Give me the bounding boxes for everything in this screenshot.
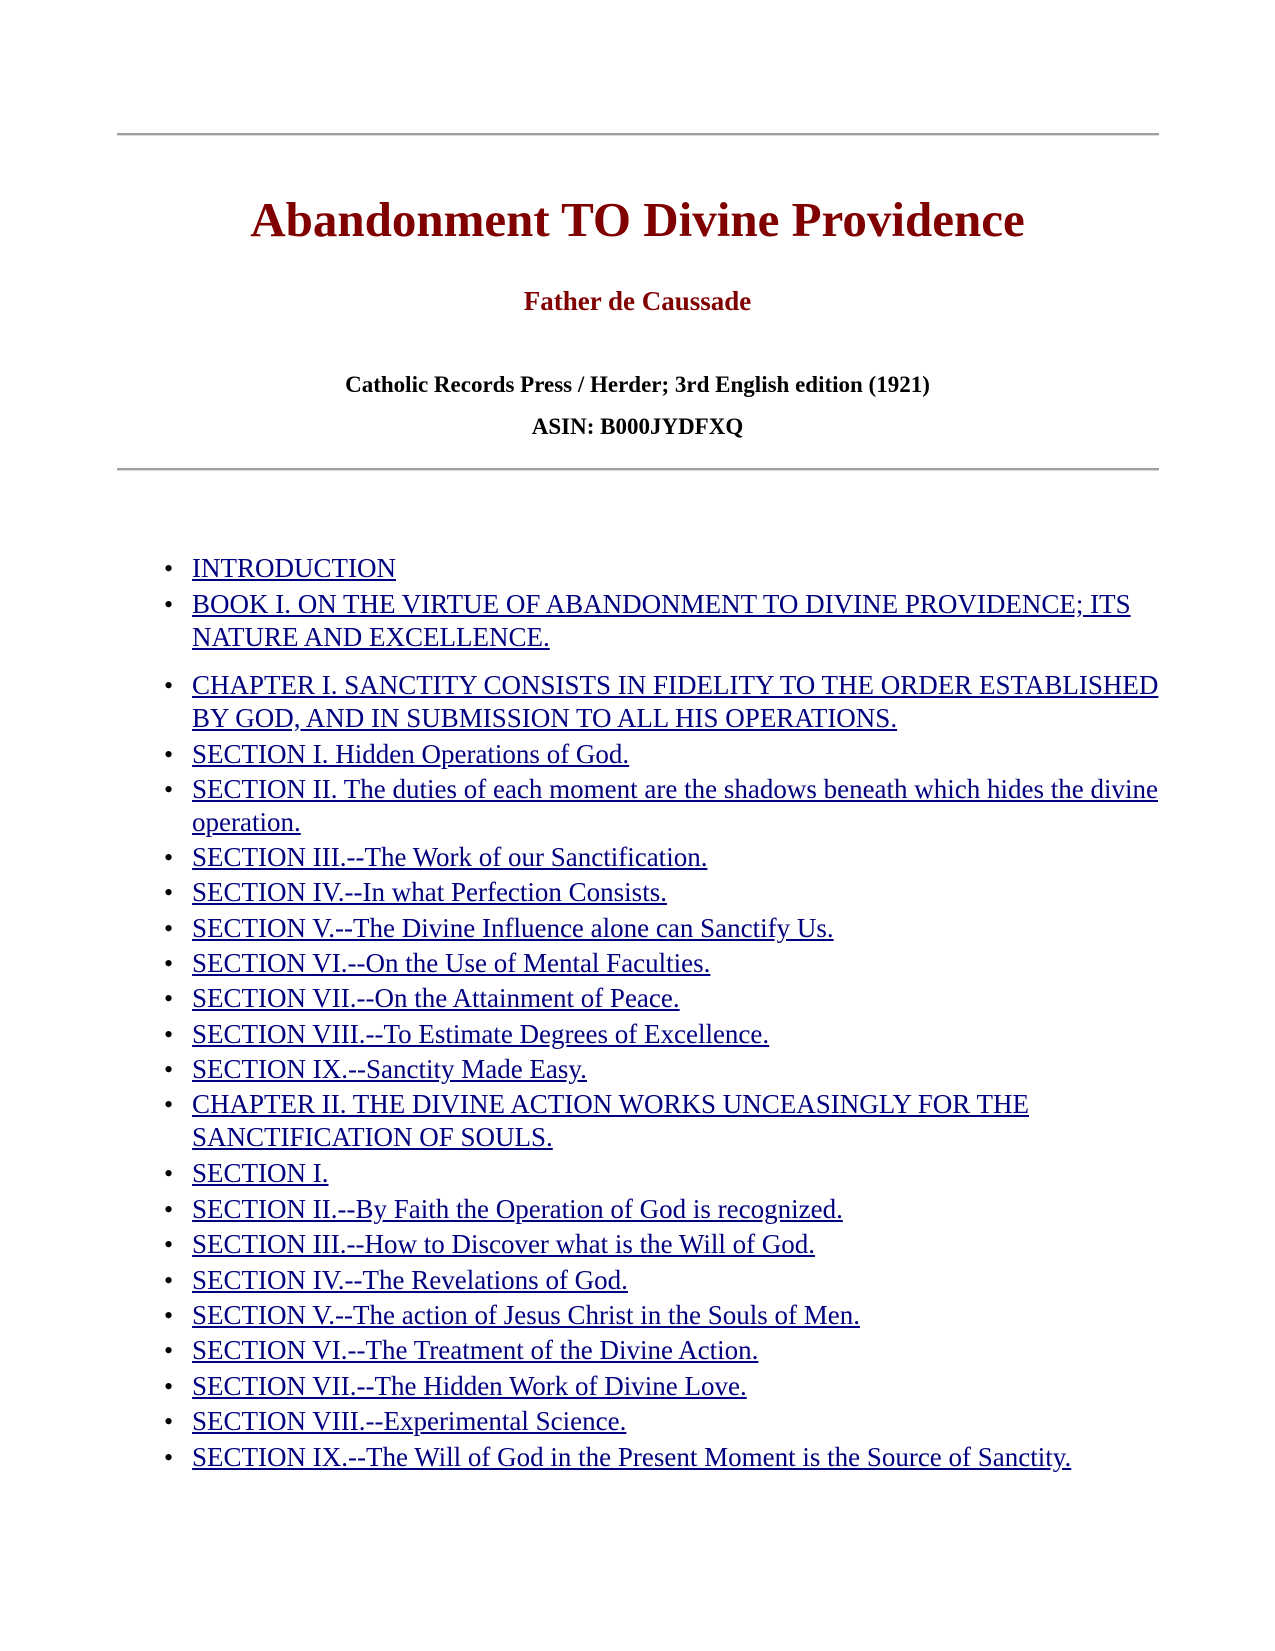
- toc-item-ch1-section-6: [192, 947, 1182, 980]
- toc-item-ch2-section-4: [192, 1264, 1182, 1297]
- toc-link-ch1-section-1[interactable]: SECTION I. Hidden Operations of God.: [192, 739, 630, 769]
- publisher-info: Catholic Records Press / Herder; 3rd English edition (1921): [345, 372, 930, 397]
- toc-link-ch2-section-5[interactable]: SECTION V.--The action of Jesus Christ in the Souls of Men.: [192, 1300, 860, 1330]
- toc-item-ch1-section-5: [192, 912, 1182, 945]
- toc-item-ch1-section-9: [192, 1053, 1182, 1086]
- toc-item-ch2-section-7: [192, 1370, 1182, 1403]
- toc-item-ch1-section-8: [192, 1018, 1182, 1051]
- toc-item-ch1-section-3: [192, 841, 1182, 874]
- toc-item-ch2-section-2: [192, 1193, 1182, 1226]
- toc-item-ch2-section-5: [192, 1299, 1182, 1332]
- toc-link-ch2-section-8[interactable]: SECTION VIII.--Experimental Science.: [192, 1406, 627, 1436]
- asin-info: ASIN: B000JYDFXQ: [531, 414, 744, 439]
- toc-item-introduction: [192, 552, 1182, 585]
- toc-link-ch2-section-3[interactable]: SECTION III.--How to Discover what is the Will of God.: [192, 1229, 816, 1259]
- toc-link-ch1-section-2[interactable]: SECTION II. The duties of each moment are the shadows beneath which hides the divine operation.: [192, 774, 1158, 837]
- author-name: Father de Caussade: [523, 286, 752, 316]
- toc-item-ch1-section-4: [192, 876, 1182, 909]
- toc-item-ch2-section-1: [192, 1157, 1182, 1190]
- toc-link-ch1-section-9[interactable]: SECTION IX.--Sanctity Made Easy.: [192, 1054, 587, 1084]
- toc-link-ch2-section-6[interactable]: SECTION VI.--The Treatment of the Divine Action.: [192, 1335, 759, 1365]
- toc-item-ch1-section-1: [192, 738, 1182, 771]
- toc-item-chapter-1: [192, 669, 1182, 735]
- toc-item-ch1-section-2: [192, 773, 1182, 839]
- toc-link-ch1-section-8[interactable]: SECTION VIII.--To Estimate Degrees of Excellence.: [192, 1019, 770, 1049]
- toc-link-ch2-section-7[interactable]: SECTION VII.--The Hidden Work of Divine Love.: [192, 1371, 747, 1401]
- toc-link-ch1-section-3[interactable]: SECTION III.--The Work of our Sanctification.: [192, 842, 708, 872]
- toc-item-ch2-section-3: [192, 1228, 1182, 1261]
- toc-item-book-1: [192, 588, 1182, 654]
- toc-link-ch2-section-2[interactable]: SECTION II.--By Faith the Operation of God is recognized.: [192, 1194, 843, 1224]
- toc-link-ch2-section-9[interactable]: SECTION IX.--The Will of God in the Present Moment is the Source of Sanctity.: [192, 1442, 1072, 1472]
- toc-link-introduction[interactable]: INTRODUCTION: [192, 553, 396, 583]
- toc-link-chapter-2[interactable]: CHAPTER II. THE DIVINE ACTION WORKS UNCEASINGLY FOR THE SANCTIFICATION OF SOULS.: [192, 1089, 1030, 1152]
- toc-item-chapter-2: [192, 1088, 1182, 1154]
- toc-link-ch1-section-6[interactable]: SECTION VI.--On the Use of Mental Faculties.: [192, 948, 711, 978]
- toc-item-ch2-section-6: [192, 1334, 1182, 1367]
- toc-link-ch1-section-5[interactable]: SECTION V.--The Divine Influence alone can Sanctify Us.: [192, 913, 834, 943]
- toc-item-ch1-section-7: [192, 982, 1182, 1015]
- toc-link-ch1-section-7[interactable]: SECTION VII.--On the Attainment of Peace.: [192, 983, 680, 1013]
- toc-link-ch2-section-4[interactable]: SECTION IV.--The Revelations of God.: [192, 1265, 628, 1295]
- toc-link-book-1[interactable]: BOOK I. ON THE VIRTUE OF ABANDONMENT TO DIVINE PROVIDENCE; ITS NATURE AND EXCELLENCE.: [192, 589, 1131, 652]
- toc-link-ch2-section-1[interactable]: SECTION I.: [192, 1158, 329, 1188]
- toc-item-ch2-section-9: [192, 1441, 1182, 1474]
- toc-link-ch1-section-4[interactable]: SECTION IV.--In what Perfection Consists.: [192, 877, 667, 907]
- book-title: Abandonment TO Divine Providence: [250, 192, 1025, 247]
- toc-item-ch2-section-8: [192, 1405, 1182, 1438]
- toc-link-chapter-1[interactable]: CHAPTER I. SANCTITY CONSISTS IN FIDELITY TO THE ORDER ESTABLISHED BY GOD, AND IN SUBMISSION TO ALL HIS OPERATIONS.: [192, 670, 1159, 733]
